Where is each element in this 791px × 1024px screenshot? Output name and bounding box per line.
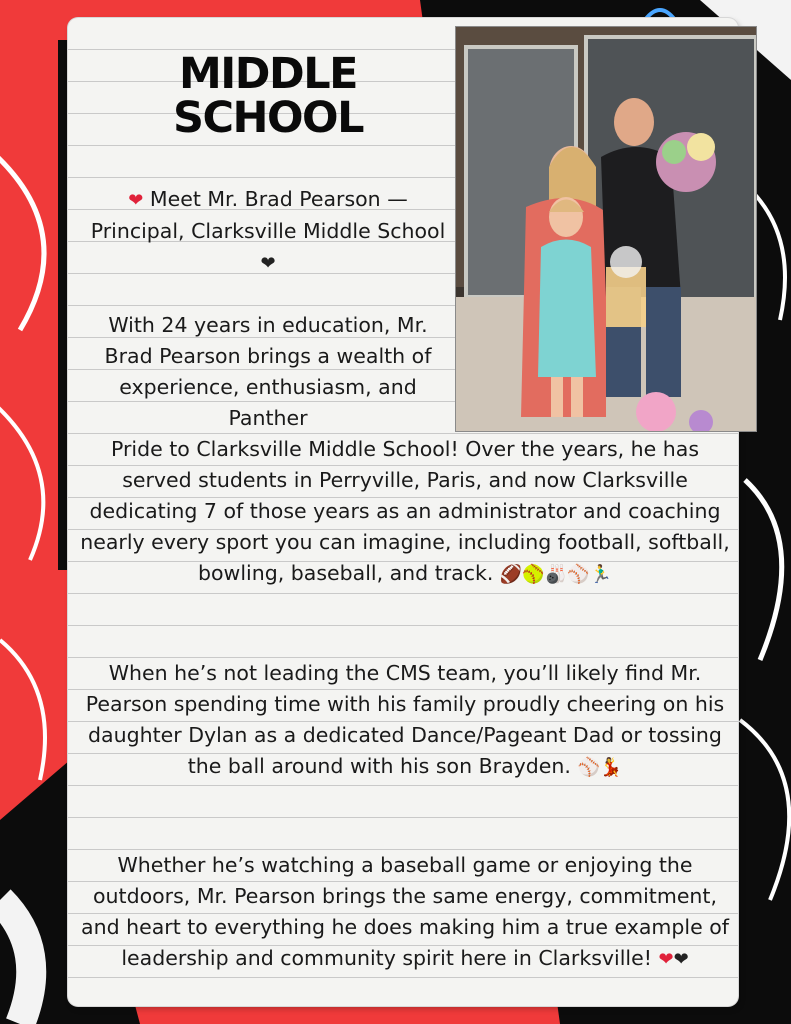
red-heart-icon: ❤ — [658, 949, 674, 970]
black-heart-icon: ❤ — [260, 253, 276, 274]
sports-emoji-icons: 🏈🥎🎳⚾🏃‍♂️ — [499, 564, 612, 585]
family-text: When he’s not leading the CMS team, you’ll likely find Mr. Pearson spending time with his family proudly cheering on his daughter Dylan as a dedicated Dance/Pageant Dad or tossing the ball around with his son Brayden. — [85, 661, 725, 778]
page-title: MIDDLE SCHOOL — [172, 49, 364, 143]
intro-text: Meet Mr. Brad Pearson — Principal, Clarksville Middle School — [90, 187, 446, 243]
red-heart-icon: ❤ — [128, 190, 144, 211]
closing-text: Whether he’s watching a baseball game or enjoying the outdoors, Mr. Pearson brings the same energy, commitment, and heart to everything he does making him a true example of leadership and community spirit here in Clarksville! — [81, 853, 729, 970]
paragraph-career-part-b — [74, 434, 736, 590]
paragraph-closing — [74, 850, 736, 975]
intro-line — [88, 184, 448, 279]
paragraph-career-part-a: With 24 years in education, Mr. Brad Pearson brings a wealth of experience, enthusiasm, and Panther — [104, 313, 432, 430]
principal-family-photo — [455, 26, 757, 432]
black-heart-icon: ❤ — [673, 949, 689, 970]
paragraph-family — [74, 658, 736, 783]
baseball-dancer-emoji-icons: ⚾💃 — [577, 757, 623, 778]
career-text: Pride to Clarksville Middle School! Over the years, he has served students in Perryville, Paris, and now Clarksville dedicating 7 of those years as an administrator and coaching nearly every sport you can imagine, including football, softball, bowling, baseball, and track. — [80, 437, 730, 585]
